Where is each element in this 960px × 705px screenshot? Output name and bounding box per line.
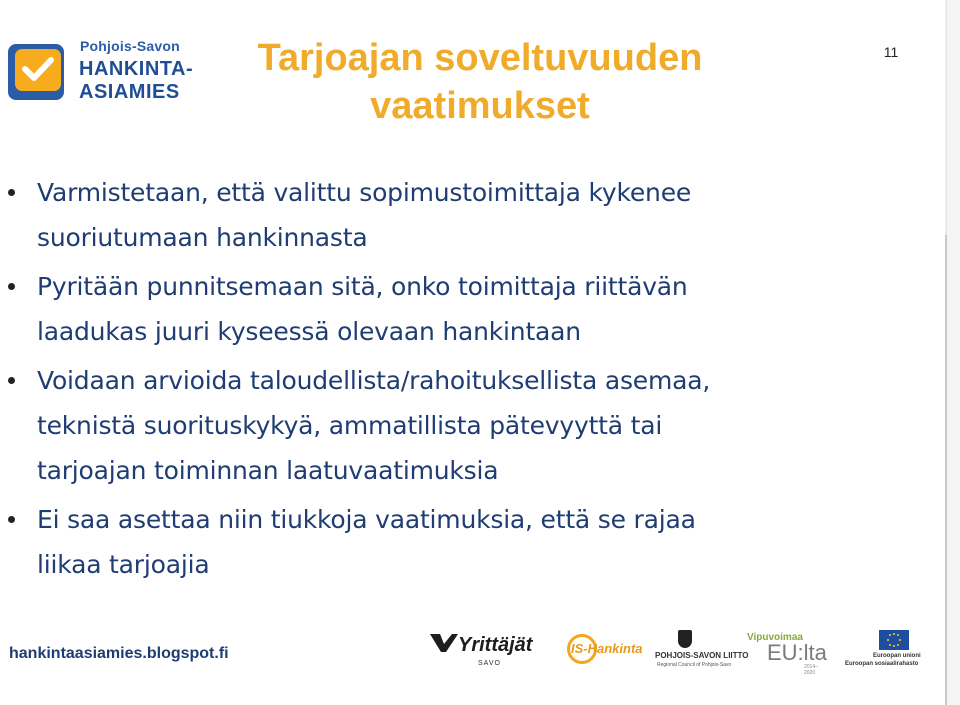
is-hankinta-logo	[565, 628, 645, 672]
logo-line-2: ASIAMIES	[79, 81, 180, 103]
pohjois-savon-liitto-name: POHJOIS-SAVON LIITTO	[655, 651, 749, 660]
bullet-line: suoriutumaan hankinnasta	[37, 223, 368, 252]
eu-line-1: Euroopan unioni	[873, 653, 921, 659]
logo-line-1: HANKINTA-	[79, 58, 194, 80]
checkmark-badge-icon	[8, 44, 64, 100]
blog-link[interactable]: hankintaasiamies.blogspot.fi	[9, 645, 229, 662]
yrittajat-logo	[430, 628, 535, 672]
yrittajat-arrow-icon	[430, 632, 458, 654]
bullet-line: Varmistetaan, että valittu sopimustoimittaja kykenee	[37, 178, 692, 207]
logo-region-text: Pohjois-Savon	[80, 38, 180, 54]
hankinta-asiamies-logo	[8, 36, 208, 106]
slide-title-line-2: vaatimukset	[370, 85, 590, 127]
slide-title-line-1: Tarjoajan soveltuvuuden	[257, 37, 703, 79]
vipuvoimaa-logo	[747, 628, 829, 676]
bullet-item	[0, 358, 900, 493]
edge-shadow	[945, 235, 947, 705]
vipuvoimaa-eu: EU:lta	[767, 640, 827, 665]
pohjois-savon-liitto-logo	[655, 628, 749, 672]
bullet-item	[0, 170, 900, 260]
bullet-line: Ei saa asettaa niin tiukkoja vaatimuksia, että se rajaa	[37, 505, 696, 534]
bullet-item	[0, 264, 900, 354]
bullet-list	[0, 170, 900, 587]
bullet-line: tarjoajan toiminnan laatuvaatimuksia	[37, 456, 499, 485]
bullet-line: Voidaan arvioida taloudellista/rahoituksellista asemaa,	[37, 366, 711, 395]
yrittajat-sub: SAVO	[478, 660, 501, 667]
is-hankinta-name: IS-Hankinta	[571, 641, 643, 656]
bullet-line: laadukas juuri kyseessä olevaan hankintaan	[37, 317, 581, 346]
window-edge	[945, 0, 960, 705]
yrittajat-name: Yrittäjät	[458, 634, 533, 656]
pohjois-savon-liitto-sub: Regional Council of Pohjois-Savo	[657, 662, 732, 668]
bullet-line: teknistä suorituskykyä, ammatillista pätevyyttä tai	[37, 411, 663, 440]
vipuvoimaa-top: Vipuvoimaa	[747, 632, 803, 643]
eu-logo	[843, 628, 933, 672]
coat-of-arms-icon	[678, 630, 692, 648]
eu-line-2: Euroopan sosiaalirahasto	[845, 661, 919, 667]
slide-number: 11	[883, 44, 899, 60]
slide-title	[210, 34, 750, 130]
bullet-line: Pyritään punnitsemaan sitä, onko toimittaja riittävän	[37, 272, 688, 301]
bullet-item	[0, 497, 900, 587]
bullet-line: liikaa tarjoajia	[37, 550, 210, 579]
vipuvoimaa-years: 2014–2020	[804, 664, 818, 676]
eu-flag-icon	[879, 630, 909, 650]
